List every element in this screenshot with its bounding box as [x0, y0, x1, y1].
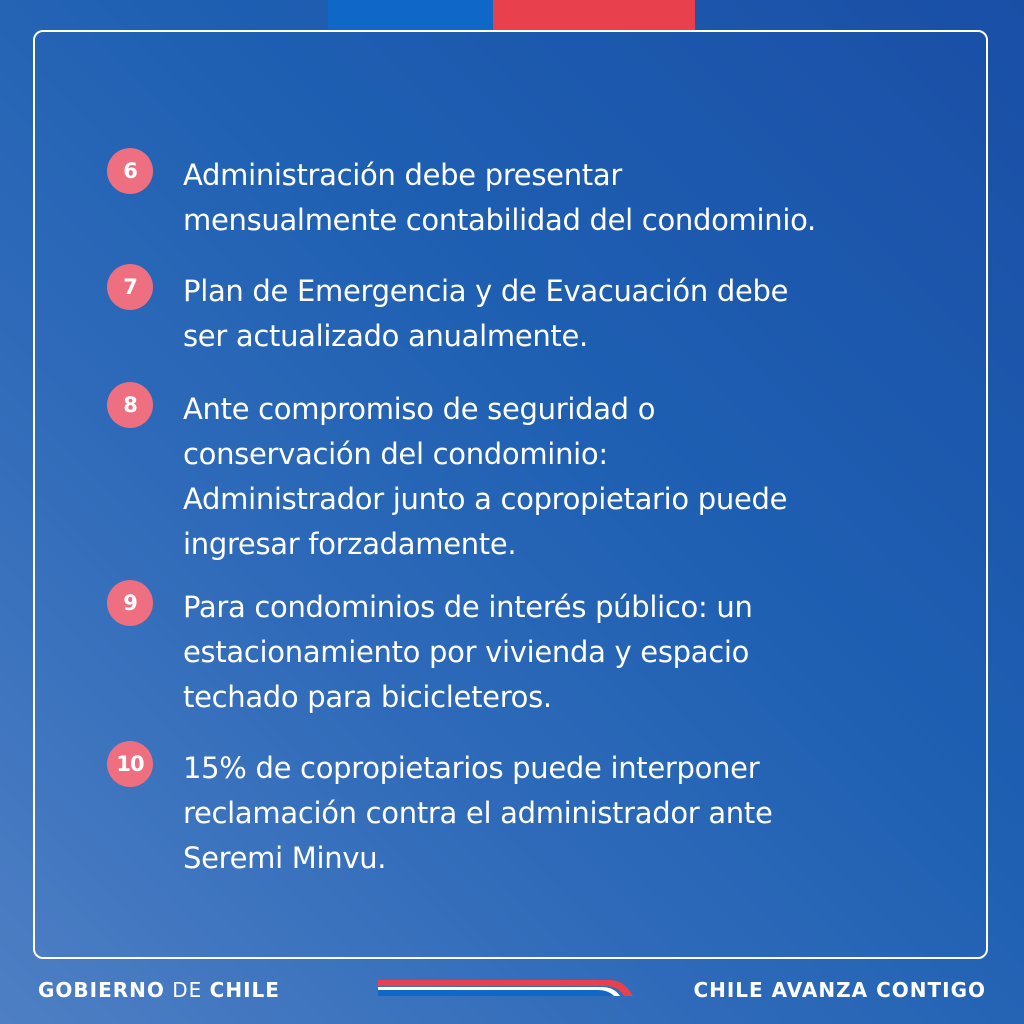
list-item-9 — [107, 585, 963, 720]
item-text: Para condominios de interés público: un estacionamiento por vivienda y espacio techado para bicicleteros. — [183, 590, 753, 714]
number-badge: 8 — [107, 382, 153, 428]
number-badge: 10 — [107, 741, 153, 787]
list-item-10 — [107, 746, 963, 881]
list-item-8 — [107, 387, 963, 567]
item-text: Administración debe presentar mensualmente contabilidad del condominio. — [183, 158, 816, 237]
list-item-6 — [107, 153, 963, 243]
number-badge: 7 — [107, 264, 153, 310]
flag-red-stripe — [493, 0, 695, 30]
footer-word-gobierno: GOBIERNO — [38, 978, 165, 1002]
footer-word-chile: CHILE — [209, 978, 280, 1002]
number-badge: 9 — [107, 580, 153, 626]
flag-stripes-icon — [378, 978, 633, 998]
list-item-7 — [107, 269, 963, 359]
gobierno-de-chile-logo — [38, 978, 280, 1002]
flag-blue-stripe — [328, 0, 493, 30]
chile-avanza-contigo-slogan: CHILE AVANZA CONTIGO — [693, 978, 986, 1002]
footer-word-de: DE — [172, 978, 203, 1002]
item-text: Plan de Emergencia y de Evacuación debe ser actualizado anualmente. — [183, 274, 789, 353]
item-text: Ante compromiso de seguridad o conservación del condominio: Administrador junto a copropietario puede ingresar forzadamente. — [183, 392, 788, 561]
item-text: 15% de copropietarios puede interponer reclamación contra el administrador ante Seremi Minvu. — [183, 751, 773, 875]
number-badge: 6 — [107, 148, 153, 194]
